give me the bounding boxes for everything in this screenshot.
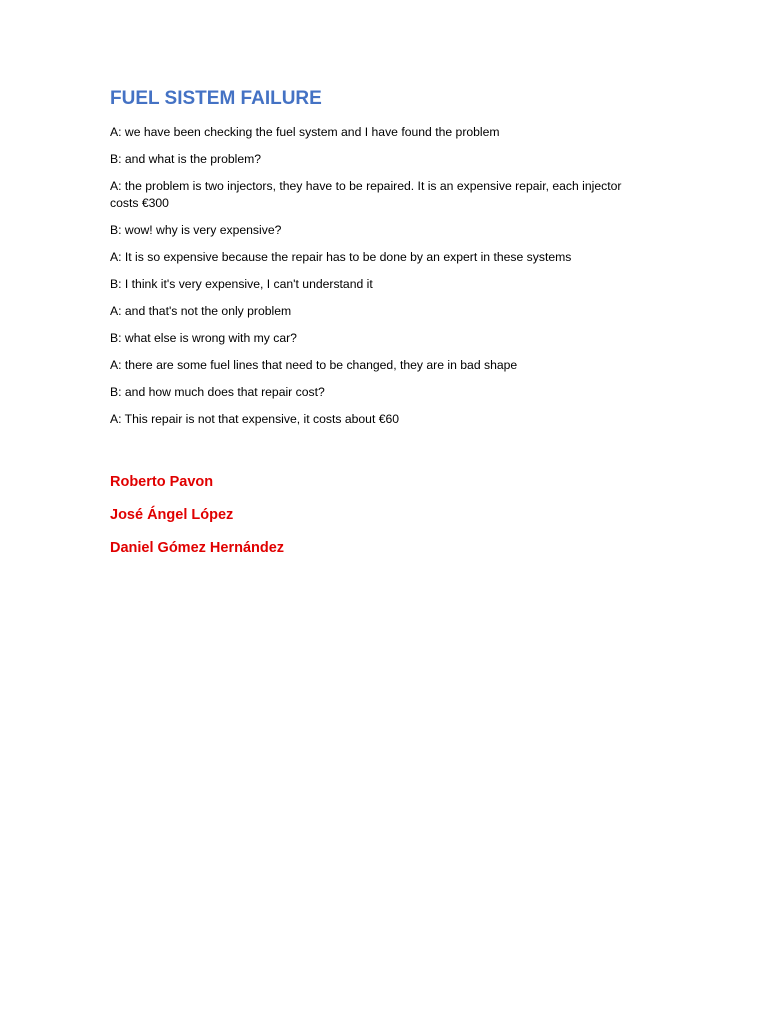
dialogue-line: A: the problem is two injectors, they have to be repaired. It is an expensive repair, each injector costs €300 — [110, 179, 622, 210]
dialogue-line: B: what else is wrong with my car? — [110, 331, 297, 345]
dialogue-line: A: and that's not the only problem — [110, 304, 292, 318]
dialogue-line: B: I think it's very expensive, I can't understand it — [110, 277, 373, 291]
dialogue-line: B: wow! why is very expensive? — [110, 223, 282, 237]
document-title: FUEL SISTEM FAILURE — [110, 88, 322, 109]
author-name: Daniel Gómez Hernández — [110, 540, 285, 556]
dialogue-line: A: we have been checking the fuel system and I have found the problem — [110, 125, 500, 139]
author-list — [110, 472, 284, 571]
author-name: Roberto Pavon — [110, 474, 214, 490]
dialogue-line: B: and what is the problem? — [110, 152, 262, 166]
author-name: José Ángel López — [110, 507, 234, 523]
dialogue-line: B: and how much does that repair cost? — [110, 385, 325, 399]
dialogue-list — [110, 124, 630, 438]
dialogue-line: A: there are some fuel lines that need to be changed, they are in bad shape — [110, 358, 518, 372]
dialogue-line: A: It is so expensive because the repair has to be done by an expert in these systems — [110, 250, 572, 264]
dialogue-line: A: This repair is not that expensive, it costs about €60 — [110, 412, 400, 426]
